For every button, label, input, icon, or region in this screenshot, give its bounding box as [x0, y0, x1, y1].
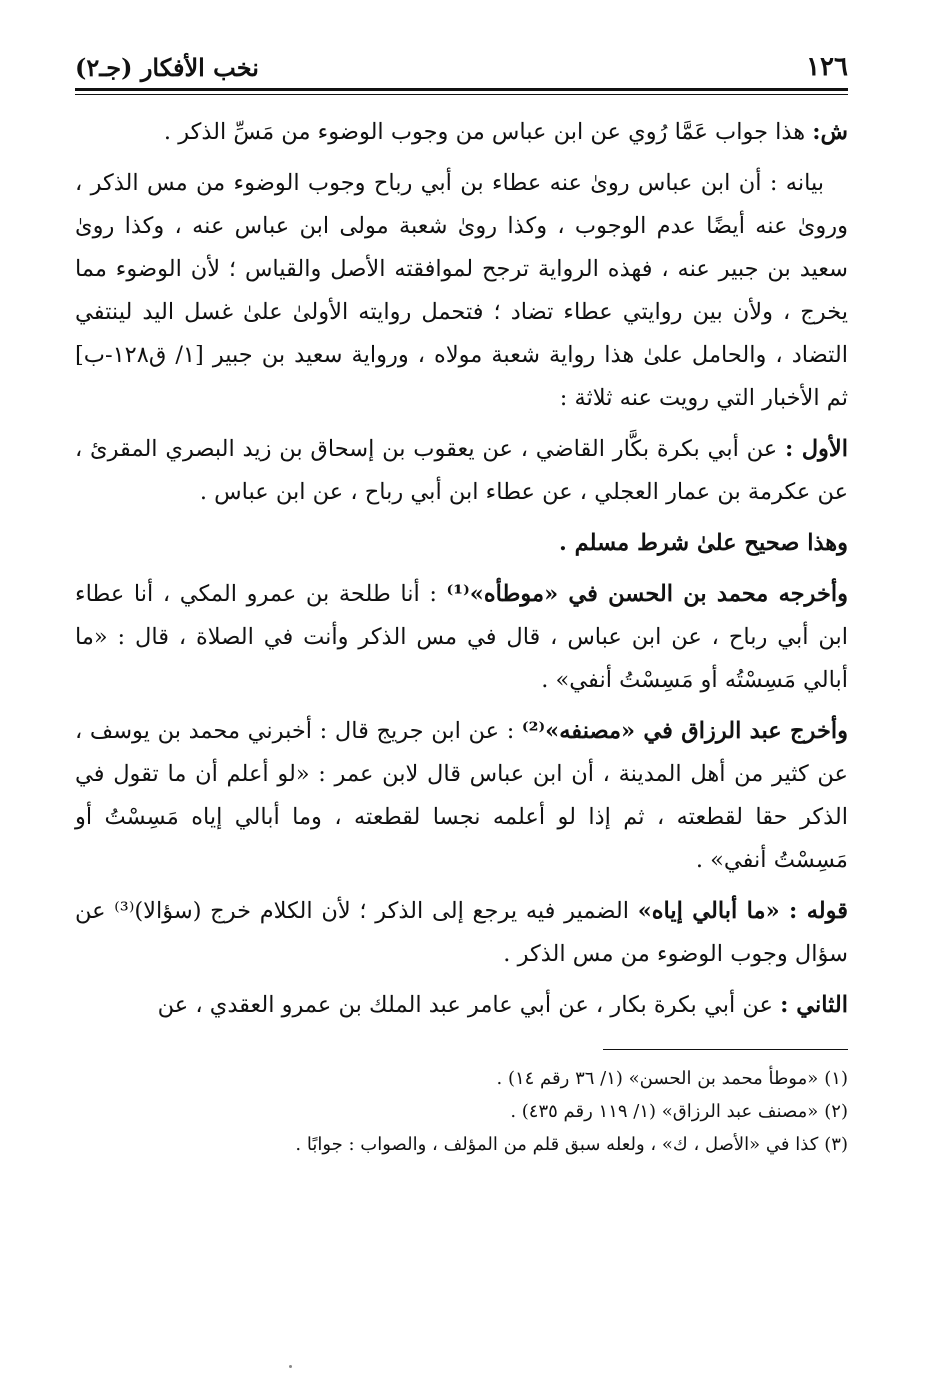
- footnote-text: «مصنف عبد الرزاق» (١/ ١١٩ رقم ٤٣٥) .: [510, 1101, 819, 1122]
- book-title: نخب الأفكار (جـ٢): [75, 53, 259, 82]
- paragraph-lead: الأول :: [784, 436, 848, 462]
- footnote-text: «موطأ محمد بن الحسن» (١/ ٣٦ رقم ١٤) .: [496, 1068, 819, 1089]
- paragraph-qawluhu: [75, 890, 848, 976]
- page-number: ١٢٦: [806, 52, 848, 82]
- footnote-number: (١): [824, 1068, 848, 1089]
- paragraph-muwatta: [75, 573, 848, 702]
- footnote-number: (٣): [824, 1134, 848, 1155]
- paragraph-text: : عن ابن جريج قال : أخبرني محمد بن يوسف ، عن كثير من أهل المدينة ، أن ابن عباس قال لابن عمر : «لو أعلم أن ما تقول في الذكر حقا لقطعته ، ثم إذا لو أعلمه نجسا لقطعته ، وما أبالي إياه مَسِسْتُ أو مَسِسْتُ أنفي» .: [75, 718, 848, 873]
- paragraph-commentary: [75, 111, 848, 154]
- print-speck: [289, 1365, 292, 1368]
- paragraph-explanation: [75, 162, 848, 420]
- header-rule-thick: [75, 88, 848, 91]
- paragraph-text: عن أبي بكرة بكَّار القاضي ، عن يعقوب بن إسحاق بن زيد البصري المقرئ ، عن عكرمة بن عمار العجلي ، عن عطاء ابن أبي رباح ، عن ابن عباس .: [75, 436, 848, 505]
- paragraph-text: عن أبي بكرة بكار ، عن أبي عامر عبد الملك بن عمرو العقدي ، عن: [157, 992, 781, 1018]
- footnote-item: [75, 1095, 848, 1128]
- paragraph-second-narration: [75, 984, 848, 1027]
- footnote-text: كذا في «الأصل ، ك» ، ولعله سبق قلم من المؤلف ، والصواب : جوابًا .: [295, 1134, 819, 1155]
- paragraph-lead: قوله : «ما أبالي إياه»: [637, 898, 849, 924]
- header-rule-thin: [75, 94, 848, 95]
- paragraph-lead: وأخرجه محمد بن الحسن في «موطأه»⁽¹⁾: [446, 581, 848, 607]
- footnotes: [75, 1062, 848, 1161]
- page-body: [75, 111, 848, 1027]
- footnote-number: (٢): [824, 1101, 848, 1122]
- paragraph-text: الضمير فيه يرجع إلى الذكر ؛ لأن الكلام خرج (سؤالا)⁽³⁾ عن سؤال وجوب الوضوء من مس الذكر .: [75, 898, 848, 967]
- paragraph-lead: الثاني :: [780, 992, 848, 1018]
- running-head: [75, 40, 848, 82]
- footnote-item: [75, 1062, 848, 1095]
- paragraph-text: وهذا صحيح علىٰ شرط مسلم .: [559, 530, 848, 556]
- paragraph-musannaf: [75, 710, 848, 882]
- book-page: [75, 40, 848, 1161]
- paragraph-lead: وأخرج عبد الرزاق في «مصنفه»⁽²⁾: [521, 718, 848, 744]
- paragraph-first-narration: [75, 428, 848, 514]
- paragraph-lead: ش:: [812, 119, 848, 145]
- footnote-separator: [603, 1049, 848, 1050]
- paragraph-grading: [75, 522, 848, 565]
- paragraph-text: : أنا طلحة بن عمرو المكي ، أنا عطاء ابن أبي رباح ، عن ابن عباس ، قال في مس الذكر وأنت في الصلاة ، قال : «ما أبالي مَسِسْتُه أو مَسِسْتُ أنفي» .: [75, 581, 848, 693]
- footnote-item: [75, 1128, 848, 1161]
- paragraph-text: هذا جواب عَمَّا رُوي عن ابن عباس من وجوب الوضوء من مَسِّ الذكر .: [163, 119, 813, 145]
- paragraph-text: بيانه : أن ابن عباس روىٰ عنه عطاء بن أبي رباح وجوب الوضوء من مس الذكر ، وروىٰ عنه أيضًا عدم الوجوب ، وكذا روىٰ شعبة مولى ابن عباس عنه ، وكذا روىٰ سعيد بن جبير عنه ، فهذه الرواية ترجح لموافقته الأصل والقياس ؛ لأن الوضوء مما يخرج ، ولأن بين روايتي عطاء تضاد ؛ فتحمل روايته الأولىٰ علىٰ غسل اليد لينتفي التضاد ، والحامل علىٰ هذا رواية شعبة مولاه ، ورواية سعيد بن جبير [١/ ق١٢٨-ب] ثم الأخبار التي رويت عنه ثلاثة :: [75, 170, 848, 411]
